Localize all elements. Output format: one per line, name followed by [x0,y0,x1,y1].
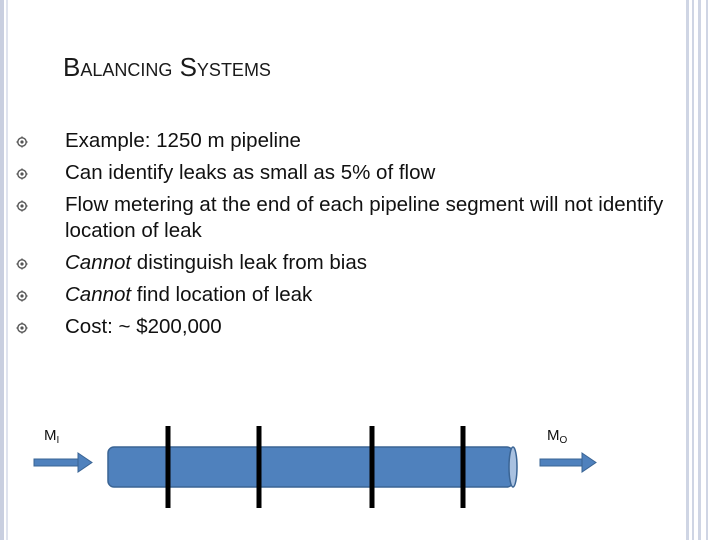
outlet-mass-label: $M_O$ [547,427,568,446]
inlet-mass-label: $M_I$ [44,427,60,446]
outlet-flow-arrow [540,453,596,472]
inlet-flow-arrow [34,453,92,472]
bullet-text: find location of leak [131,283,313,306]
bullet-text-emphasis: Cannot [65,283,132,306]
bullet-text: Can identify leaks as small as 5% of flow [65,161,436,184]
bullet-text-emphasis: Cannot [65,251,132,274]
bullet-text: Cost: ~ $200,000 [65,315,222,338]
bullet-text: distinguish leak from bias [131,251,367,274]
slide-title: Balancing Systems [63,52,271,82]
bullet-text: Flow metering at the end of each pipeline segment will not identify location of leak [65,193,664,242]
bullet-text: Example: 1250 m pipeline [65,129,301,152]
